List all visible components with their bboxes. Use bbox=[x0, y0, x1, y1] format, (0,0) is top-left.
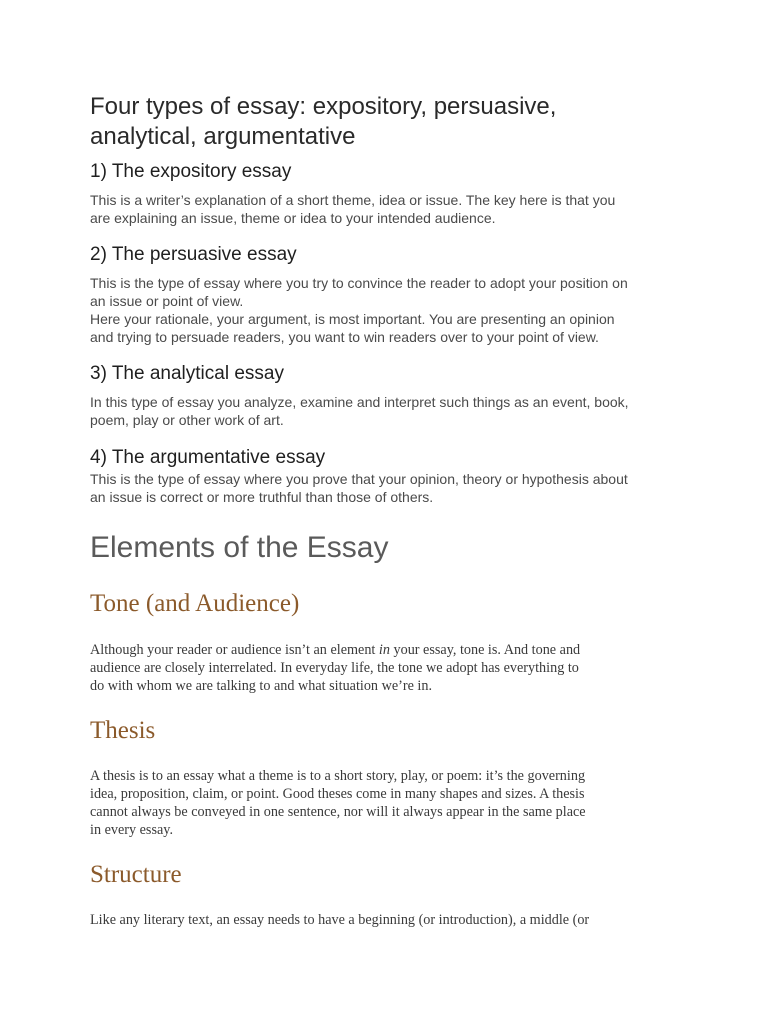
elements-heading: Elements of the Essay bbox=[90, 531, 389, 564]
persuasive-heading: 2) The persuasive essay bbox=[90, 244, 297, 265]
emphasis-run: in bbox=[378, 642, 390, 658]
document-title bbox=[90, 92, 690, 152]
text-run: Although your reader or audience isn’t an element bbox=[90, 642, 379, 658]
structure-paragraph bbox=[90, 911, 690, 929]
persuasive-paragraph bbox=[90, 274, 680, 346]
expository-heading: 1) The expository essay bbox=[90, 161, 292, 182]
paragraph-line: Here your rationale, your argument, is most important. You are presenting an opinion bbox=[90, 311, 615, 327]
structure-heading: Structure bbox=[90, 861, 182, 888]
paragraph-line: audience are closely interrelated. In everyday life, the tone we adopt has everything to bbox=[90, 660, 579, 676]
thesis-paragraph bbox=[90, 767, 690, 839]
paragraph-line: A thesis is to an essay what a theme is to a short story, play, or poem: it’s the governing bbox=[90, 768, 586, 784]
paragraph-line: and trying to persuade readers, you want to win readers over to your point of view. bbox=[90, 329, 599, 345]
expository-paragraph bbox=[90, 191, 680, 227]
paragraph-line: In this type of essay you analyze, examine and interpret such things as an event, book, bbox=[90, 394, 629, 410]
title-line: analytical, argumentative bbox=[90, 123, 356, 150]
paragraph-line: cannot always be conveyed in one sentence, nor will it always appear in the same place bbox=[90, 804, 586, 820]
analytical-heading: 3) The analytical essay bbox=[90, 363, 284, 384]
text-run: your essay, tone is. And tone and bbox=[389, 642, 581, 658]
paragraph-line bbox=[90, 641, 690, 659]
title-line: Four types of essay: expository, persuasive, bbox=[90, 93, 557, 120]
paragraph-line: an issue is correct or more truthful than those of others. bbox=[90, 489, 434, 505]
paragraph-line: This is a writer’s explanation of a short theme, idea or issue. The key here is that you bbox=[90, 192, 616, 208]
argumentative-heading: 4) The argumentative essay bbox=[90, 447, 326, 468]
paragraph-line: poem, play or other work of art. bbox=[90, 412, 284, 428]
paragraph-line: Like any literary text, an essay needs to have a beginning (or introduction), a middle (or bbox=[90, 912, 590, 928]
paragraph-line: are explaining an issue, theme or idea to your intended audience. bbox=[90, 210, 496, 226]
argumentative-paragraph bbox=[90, 470, 680, 506]
paragraph-line: This is the type of essay where you prove that your opinion, theory or hypothesis about bbox=[90, 471, 628, 487]
thesis-heading: Thesis bbox=[90, 717, 156, 744]
paragraph-line: do with whom we are talking to and what situation we’re in. bbox=[90, 678, 432, 694]
paragraph-line: idea, proposition, claim, or point. Good theses come in many shapes and sizes. A thesis bbox=[90, 786, 585, 802]
tone-heading: Tone (and Audience) bbox=[90, 590, 300, 617]
paragraph-line: This is the type of essay where you try to convince the reader to adopt your position on bbox=[90, 275, 628, 291]
paragraph-line: in every essay. bbox=[90, 822, 173, 838]
paragraph-line: an issue or point of view. bbox=[90, 293, 244, 309]
analytical-paragraph bbox=[90, 393, 680, 429]
tone-paragraph bbox=[90, 641, 690, 695]
